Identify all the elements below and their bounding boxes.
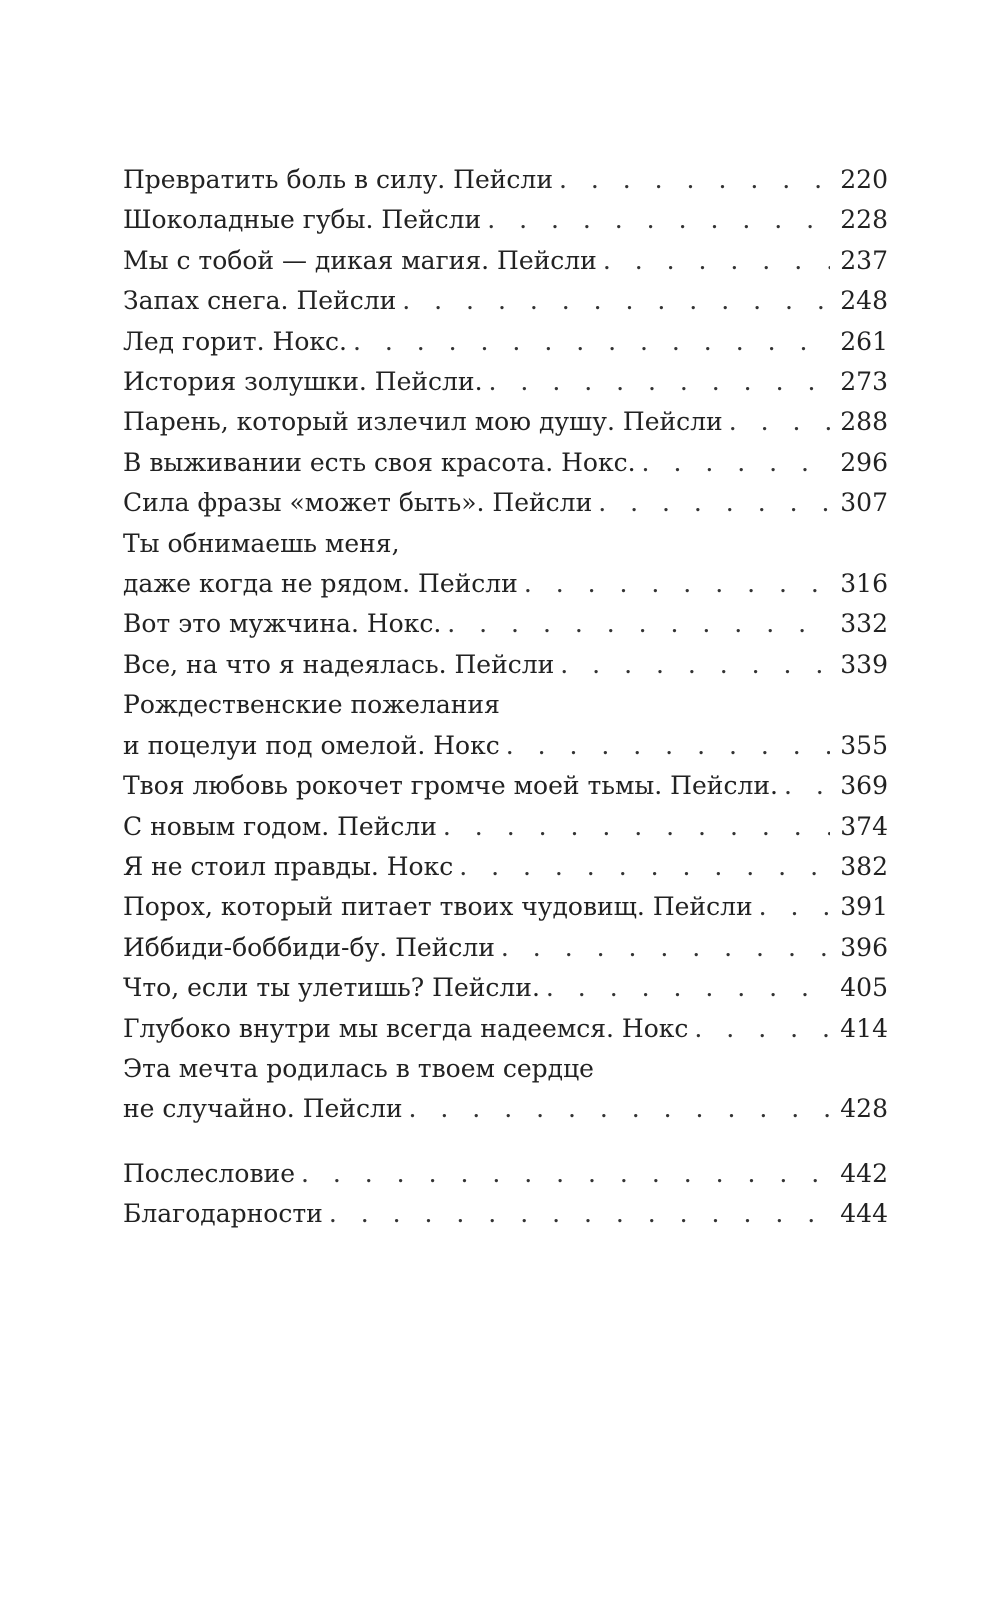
dot-leader [301,1154,830,1194]
toc-entry-title: Шоколадные губы. Пейсли [123,205,482,235]
dot-leader [501,928,830,968]
toc-entry-page-number: 414 [840,1013,888,1043]
toc-entry-line [123,1194,888,1234]
toc-entry-title: Глубоко внутри мы всегда надеемся. Нокс [123,1013,689,1043]
toc-entry [123,1194,888,1234]
toc-entry-title: Что, если ты улетишь? Пейсли. [123,973,540,1003]
toc-entry-line [123,1154,888,1194]
dot-leader [546,968,830,1008]
toc-entry-line [123,402,888,442]
dot-leader [443,807,830,847]
toc-entry-line [123,483,888,523]
toc-entry-title: не случайно. Пейсли [123,1094,403,1124]
toc-entry-title: Твоя любовь рокочет громче моей тьмы. Пейсли. [123,771,778,801]
toc-entry [123,928,888,968]
toc-entry-title: Вот это мужчина. Нокс. [123,609,442,639]
toc-entry-title: С новым годом. Пейсли [123,811,437,841]
toc-entry-title: Мы с тобой — дикая магия. Пейсли [123,245,597,275]
toc-entry-line [123,564,888,604]
toc-entry-line [123,807,888,847]
toc-entry [123,524,888,605]
toc-entry-page-number: 316 [840,569,888,599]
dot-leader [447,604,830,644]
toc-entry-title: Все, на что я надеялась. Пейсли [123,649,555,679]
toc-entry-page-number: 382 [840,851,888,881]
toc-entry-title-line: Эта мечта родилась в твоем сердце [123,1053,594,1083]
toc-entry [123,443,888,483]
dot-leader [729,402,831,442]
dot-leader [506,726,831,766]
toc-entry-line [123,604,888,644]
toc-entry-title: Иббиди-боббиди-бу. Пейсли [123,932,495,962]
toc-entry [123,241,888,281]
dot-leader [409,1089,831,1129]
toc-entry-page-number: 405 [840,973,888,1003]
toc-entry-page-number: 396 [840,932,888,962]
dot-leader [784,766,830,806]
toc-entry [123,483,888,523]
toc-entry-line [123,160,888,200]
toc-entry-line [123,443,888,483]
toc-entry [123,362,888,402]
toc-chapter-list [123,160,888,1130]
toc-page [123,160,888,1235]
toc-entry [123,645,888,685]
toc-entry-page-number: 296 [840,447,888,477]
toc-entry-title-line: Ты обнимаешь меня, [123,528,400,558]
toc-entry-page-number: 339 [840,649,888,679]
toc-entry [123,685,888,766]
toc-entry-title: даже когда не рядом. Пейсли [123,569,518,599]
toc-entry-title-line: Рождественские пожелания [123,690,500,720]
toc-entry [123,604,888,644]
toc-entry-line [123,645,888,685]
toc-entry [123,200,888,240]
toc-entry-title: Превратить боль в силу. Пейсли [123,165,553,194]
toc-entry-title: В выживании есть своя красота. Нокс. [123,447,636,477]
toc-entry-page-number: 428 [840,1094,888,1124]
toc-entry-page-number: 444 [840,1199,888,1229]
toc-entry-page-number: 288 [840,407,888,437]
toc-entry-page-number: 220 [840,165,888,194]
toc-entry [123,160,888,200]
toc-entry [123,1154,888,1194]
dot-leader [402,281,830,321]
toc-entry-title: Лед горит. Нокс. [123,326,347,356]
toc-entry-line [123,766,888,806]
toc-entry-title: Благодарности [123,1199,323,1229]
toc-entry [123,1049,888,1130]
toc-entry-page-number: 391 [840,892,888,922]
toc-entry-line [123,1009,888,1049]
toc-entry [123,281,888,321]
dot-leader [642,443,831,483]
toc-entry-line [123,281,888,321]
toc-entry-title: Парень, который излечил мою душу. Пейсли [123,407,723,437]
dot-leader [759,887,831,927]
dot-leader [560,645,830,685]
dot-leader [459,847,830,887]
toc-entry [123,847,888,887]
toc-entry-page-number: 237 [840,245,888,275]
toc-entry-page-number: 442 [840,1158,888,1188]
toc-entry-page-number: 307 [840,488,888,518]
toc-entry-page-number: 273 [840,367,888,397]
toc-entry-line [123,928,888,968]
toc-entry-title: Сила фразы «может быть». Пейсли [123,488,593,518]
toc-backmatter-list [123,1154,888,1235]
toc-entry [123,887,888,927]
toc-entry-line [123,726,888,766]
toc-entry-title: Запах снега. Пейсли [123,286,397,316]
toc-entry-title: Я не стоил правды. Нокс [123,851,454,881]
dot-leader [598,483,830,523]
toc-entry-page-number: 332 [840,609,888,639]
toc-entry-line [123,968,888,1008]
toc-entry-title: Послесловие [123,1158,295,1188]
dot-leader [329,1194,830,1234]
dot-leader [489,362,831,402]
toc-entry [123,402,888,442]
toc-entry-title: Порох, который питает твоих чудовищ. Пейсли [123,892,753,922]
toc-entry-title: История золушки. Пейсли. [123,367,483,397]
toc-entry-line [123,241,888,281]
dot-leader [487,200,830,240]
toc-entry [123,807,888,847]
toc-entry-page-number: 374 [840,811,888,841]
toc-entry-page-number: 355 [840,730,888,760]
toc-entry-line [123,887,888,927]
toc-entry [123,322,888,362]
toc-entry-page-number: 228 [840,205,888,235]
toc-entry-line [123,322,888,362]
toc-entry-page-number: 248 [840,286,888,316]
toc-entry-page-number: 369 [840,771,888,801]
dot-leader [694,1009,830,1049]
toc-entry [123,1009,888,1049]
toc-entry [123,766,888,806]
toc-entry-page-number: 261 [840,326,888,356]
toc-entry-line [123,200,888,240]
toc-entry-line [123,1089,888,1129]
dot-leader [353,322,830,362]
toc-entry-title: и поцелуи под омелой. Нокс [123,730,500,760]
toc-entry-line [123,362,888,402]
dot-leader [524,564,830,604]
dot-leader [559,160,830,200]
toc-entry-line [123,847,888,887]
toc-entry [123,968,888,1008]
dot-leader [603,241,830,281]
